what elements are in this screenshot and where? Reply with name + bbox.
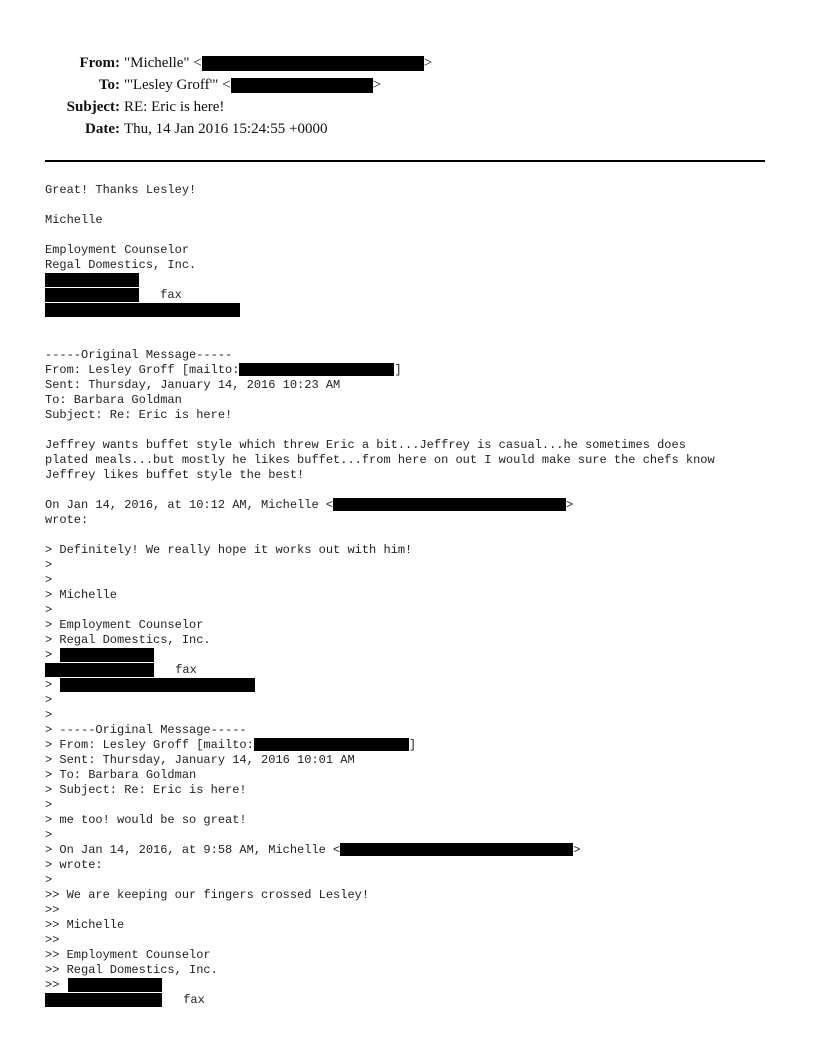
redaction-block	[60, 648, 154, 662]
quoted-line: >	[45, 873, 53, 887]
from-label: From:	[79, 55, 120, 71]
from-text: From: Lesley Groff [mailto:	[45, 363, 240, 377]
body-line: wrote:	[45, 513, 89, 527]
quoted-line: > Michelle	[45, 588, 118, 602]
body-line	[45, 363, 402, 378]
body-line: Regal Domestics, Inc.	[45, 258, 197, 272]
close-bracket: ]	[408, 738, 417, 752]
from-sender: "Michelle" <	[124, 55, 202, 71]
quoted-line: >	[45, 573, 53, 587]
quoted-line: >> Michelle	[45, 918, 125, 932]
quoted-line: > Sent: Thursday, January 14, 2016 10:01 AM	[45, 753, 355, 767]
quoted-line: > -----Original Message-----	[45, 723, 247, 737]
redaction-block	[202, 56, 424, 71]
quoted-line: >	[45, 693, 53, 707]
close-bracket: >	[573, 843, 581, 857]
from-value	[124, 53, 432, 73]
quoted-line: >	[45, 708, 53, 722]
quoted-line: >>	[45, 978, 60, 992]
quoted-line: >	[45, 603, 53, 617]
redaction-block	[333, 498, 566, 511]
redaction-block	[340, 843, 573, 856]
quoted-line: >> Regal Domestics, Inc.	[45, 963, 218, 977]
redaction-block	[254, 738, 409, 751]
date-label: Date:	[85, 121, 120, 137]
subject-label: Subject:	[66, 99, 120, 115]
to-recipient: "'Lesley Groff'" <	[124, 77, 231, 93]
body-line: Jeffrey wants buffet style which threw Eric a bit...Jeffrey is casual...he sometimes does	[45, 438, 686, 452]
quoted-line: >	[45, 558, 53, 572]
to-label: To:	[98, 77, 120, 93]
quoted-line: >> Employment Counselor	[45, 948, 211, 962]
quoted-line: > Employment Counselor	[45, 618, 204, 632]
quoted-line: > Definitely! We really hope it works out with him!	[45, 543, 413, 557]
body-line: To: Barbara Goldman	[45, 393, 182, 407]
quoted-line: > me too! would be so great!	[45, 813, 247, 827]
body-line: Employment Counselor	[45, 243, 190, 257]
redaction-block	[231, 78, 373, 93]
body-line: Michelle	[45, 213, 103, 227]
reply-header-text: On Jan 14, 2016, at 10:12 AM, Michelle <	[45, 498, 334, 512]
header-to-row	[0, 75, 816, 95]
quoted-line: > Regal Domestics, Inc.	[45, 633, 211, 647]
body-line: Jeffrey likes buffet style the best!	[45, 468, 305, 482]
body-line: -----Original Message-----	[45, 348, 233, 362]
redaction-block	[45, 273, 139, 287]
subject-value: RE: Eric is here!	[124, 99, 225, 115]
from-close-bracket: >	[423, 55, 433, 71]
reply-header-text: > On Jan 14, 2016, at 9:58 AM, Michelle <	[45, 843, 341, 857]
quoted-line: > To: Barbara Goldman	[45, 768, 197, 782]
date-value: Thu, 14 Jan 2016 15:24:55 +0000	[124, 121, 328, 137]
quoted-line: fax	[60, 663, 197, 677]
close-bracket: >	[566, 498, 574, 512]
redaction-block	[60, 678, 255, 692]
body-line: Great! Thanks Lesley!	[45, 183, 197, 197]
header-divider	[45, 160, 765, 162]
quoted-line: > Subject: Re: Eric is here!	[45, 783, 247, 797]
body-line: Sent: Thursday, January 14, 2016 10:23 AM	[45, 378, 341, 392]
to-close-bracket: >	[372, 77, 382, 93]
redaction-block	[239, 363, 394, 376]
to-value	[124, 75, 381, 95]
quoted-line: fax	[68, 993, 205, 1007]
quoted-line	[45, 843, 580, 858]
from-text: > From: Lesley Groff [mailto:	[45, 738, 254, 752]
body-line: fax	[45, 288, 182, 302]
close-bracket: ]	[394, 363, 402, 377]
header-subject-row	[0, 97, 816, 117]
quoted-line: >	[45, 828, 53, 842]
redaction-block	[68, 978, 162, 992]
header-from-row	[0, 53, 816, 73]
quoted-line: >> We are keeping our fingers crossed Lesley!	[45, 888, 370, 902]
quoted-line	[45, 738, 416, 753]
quoted-line: > wrote:	[45, 858, 103, 872]
quoted-line: >	[45, 798, 53, 812]
quoted-line: >	[45, 648, 53, 662]
body-line: Subject: Re: Eric is here!	[45, 408, 233, 422]
quoted-line: >	[45, 678, 53, 692]
header-date-row	[0, 119, 816, 139]
redaction-block	[45, 303, 240, 317]
body-line: plated meals...but mostly he likes buffet...from here on out I would make sure the chefs know	[45, 453, 715, 467]
quoted-line: >>	[45, 933, 60, 947]
body-line	[45, 498, 573, 513]
quoted-line: >>	[45, 903, 60, 917]
